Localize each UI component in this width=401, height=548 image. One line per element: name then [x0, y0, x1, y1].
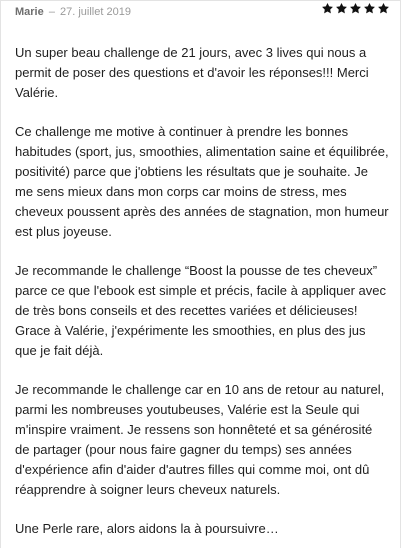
star-icon: [363, 2, 376, 15]
star-icon: [377, 2, 390, 15]
review-meta: [15, 5, 131, 19]
review-body: [15, 43, 389, 548]
meta-separator: –: [48, 6, 55, 18]
review-date: 27. juillet 2019: [60, 6, 131, 18]
review-header: [1, 1, 401, 23]
review-paragraph-1: Un super beau challenge de 21 jours, avec 3 lives qui nous a permit de poser des questions et d'avoir les réponses!!! Merci Valérie.: [15, 45, 369, 100]
review-author: Marie: [15, 6, 44, 18]
star-rating: [321, 2, 390, 18]
review-paragraph-3: Je recommande le challenge “Boost la pousse de tes cheveux” parce ce que l'ebook est simple et précis, facile à appliquer avec de très bons conseils et des recettes variées et délicieuses! Grace à Valérie, j'expérimente les smoothies, en plus des jus que je fait déjà.: [15, 263, 387, 358]
star-icon: [349, 2, 362, 15]
star-icon: [335, 2, 348, 15]
review-paragraph-4: Je recommande le challenge car en 10 ans de retour au naturel, parmi les nombreuses youtubeuses, Valérie est la Seule qui m'inspire vraiment. Je ressens son honnêteté et sa générosité de partager (pour nous faire gagner du temps) ses années d'expérience afin d'aider d'autres filles qui comme moi, ont dû réapprendre à soigner leurs cheveux naturels.: [15, 382, 385, 497]
review-paragraph-5: Une Perle rare, alors aidons la à poursuivre…: [15, 521, 279, 536]
star-icon: [321, 2, 334, 15]
review-paragraph-2: Ce challenge me motive à continuer à prendre les bonnes habitudes (sport, jus, smoothies, alimentation saine et équilibrée, positivité) parce que j'obtiens les résultats que je souhaite. Je me sens mieux dans mon corps car moins de stress, mes cheveux poussent après des années de stagnation, mon humeur est plus joyeuse.: [15, 124, 389, 239]
